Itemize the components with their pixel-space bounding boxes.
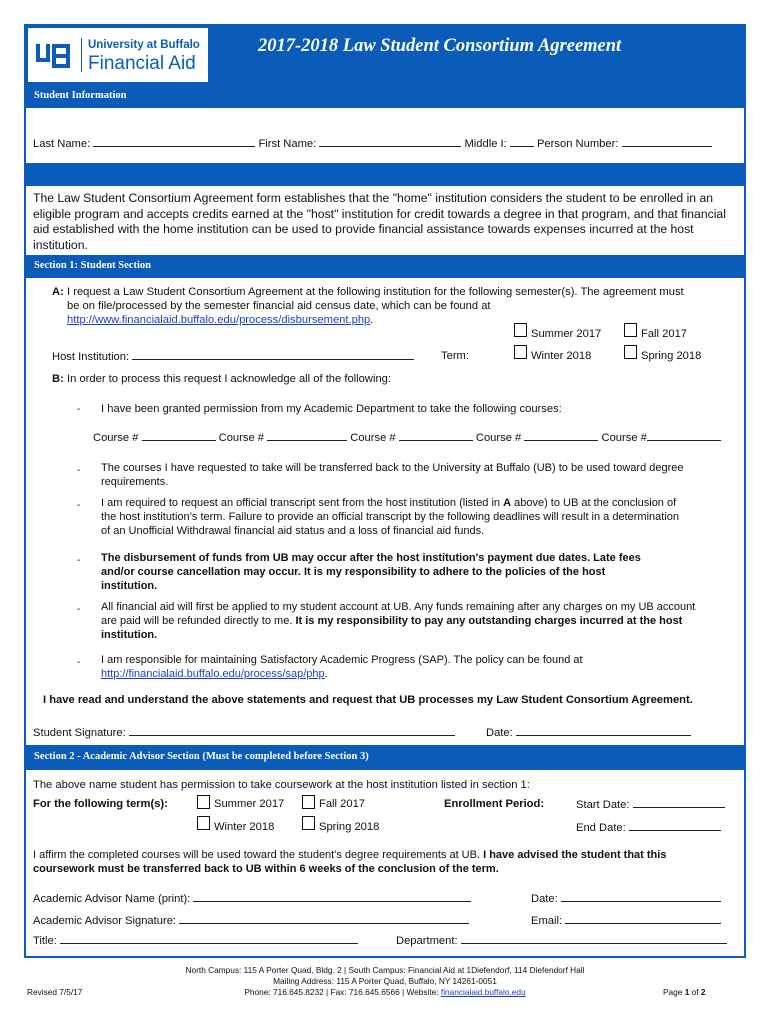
middle-initial-label: Middle I:	[464, 138, 507, 150]
bullet-dash: -	[77, 404, 81, 415]
end-date-label: End Date:	[576, 822, 626, 834]
host-institution-label: Host Institution:	[52, 351, 130, 363]
enrollment-period-label: Enrollment Period:	[444, 798, 545, 810]
start-date-field[interactable]	[633, 798, 725, 808]
course-label: Course #	[218, 432, 265, 444]
fall-2017-checkbox[interactable]	[624, 323, 637, 337]
item-disbursement	[101, 551, 641, 593]
bullet-dash: -	[77, 604, 81, 615]
advisor-title-row	[33, 934, 358, 947]
sap-policy-link[interactable]: http://financialaid.buffalo.edu/process/sap/php	[101, 668, 325, 680]
item-financial-aid-line: institution.	[101, 629, 158, 641]
student-info-row	[33, 137, 712, 150]
course-5-field[interactable]	[647, 431, 721, 441]
for-terms-label: For the following term(s):	[33, 798, 168, 810]
acknowledgement-statement: I have read and understand the above statements and request that UB processes my Law Student Consortium Agreement.	[43, 694, 693, 706]
bullet-dash: -	[77, 465, 81, 476]
logo-divider	[81, 38, 82, 72]
advisor-winter-2018-checkbox[interactable]	[197, 816, 210, 830]
section1-a-text-2: be on file/processed by the semester financial aid census date, which can be found at	[67, 300, 491, 312]
advisor-name-row	[33, 892, 471, 905]
section1-heading-bar	[26, 255, 744, 278]
item-financial-aid-line	[101, 614, 695, 628]
page-total: 2	[700, 987, 706, 997]
item-financial-aid-text: are paid will be refunded directly to me.	[101, 615, 296, 627]
advisor-name-label: Academic Advisor Name (print):	[33, 893, 191, 905]
advisor-email-row	[531, 914, 721, 927]
section1-b-label: B:	[52, 373, 64, 385]
advisor-date-row	[531, 892, 721, 905]
start-date-label: Start Date:	[576, 799, 630, 811]
course-4-field[interactable]	[524, 431, 598, 441]
advisor-spring-2018-label: Spring 2018	[319, 821, 380, 833]
footer-website-link[interactable]: financialaid.buffalo.edu	[440, 987, 526, 997]
item-disbursement-line: and/or course cancellation may occur. It is my responsibility to adhere to the policies of the host	[101, 566, 606, 578]
advisor-department-field[interactable]	[461, 934, 727, 944]
footer-phone-fax: Phone: 716.645.8232 | Fax: 716.645.6566 | Website:	[244, 987, 441, 997]
advisor-affirmation-text: I affirm the completed courses will be used toward the student's degree requirements at UB.	[33, 849, 484, 861]
advisor-fall-2017-checkbox[interactable]	[302, 795, 315, 809]
section1-heading: Section 1: Student Section	[34, 260, 151, 271]
item-transcript-line: of an Unofficial Withdrawal financial aid status and a loss of financial aid funds.	[101, 525, 485, 537]
intro-paragraph: The Law Student Consortium Agreement form establishes that the "home" institution considers the student to be enrolled in an eligible program and accepts credits earned at the "host" institution for credit towards a degree in that program, and that financial aid established with the home institution can be used to provide financial assistance towards expenses incurred at the host institution.	[33, 191, 726, 252]
item-disbursement-line: institution.	[101, 580, 158, 592]
course-label: Course #	[601, 432, 647, 444]
item-financial-aid-line: All financial aid will first be applied to my student account at UB. Any funds remaining after any charges on my UB account	[101, 601, 696, 613]
advisor-date-field[interactable]	[561, 892, 721, 902]
end-date-row	[576, 821, 721, 834]
advisor-fall-2017-label: Fall 2017	[319, 798, 366, 810]
disbursement-link-period: .	[370, 314, 374, 326]
winter-2018-label: Winter 2018	[531, 350, 592, 362]
advisor-title-label: Title:	[33, 935, 57, 947]
page-of: of	[689, 987, 701, 997]
bullet-dash: -	[77, 500, 81, 511]
spring-2018-checkbox[interactable]	[624, 345, 637, 359]
advisor-winter-2018-label: Winter 2018	[214, 821, 275, 833]
advisor-spring-2018-checkbox[interactable]	[302, 816, 315, 830]
spacer-bar	[26, 163, 744, 186]
item-transcript-bold: A	[503, 497, 512, 509]
section1-b-text: In order to process this request I acknowledge all of the following:	[67, 373, 391, 385]
item-sap	[101, 653, 583, 681]
item-courses-permission: I have been granted permission from my Academic Department to take the following courses:	[101, 403, 562, 415]
student-info-heading-bar	[26, 86, 744, 108]
advisor-permission-text: The above name student has permission to take coursework at the host institution listed in section 1:	[33, 779, 530, 791]
footer-campuses: North Campus: 115 A Porter Quad, Bldg. 2 | South Campus: Financial Aid at 1Diefendorf, 114 Diefendorf Hall	[185, 965, 585, 975]
advisor-summer-2017-checkbox[interactable]	[197, 795, 210, 809]
item-sap-line	[101, 667, 583, 681]
start-date-row	[576, 798, 725, 811]
advisor-department-row	[396, 934, 727, 947]
bullet-dash: -	[77, 555, 81, 566]
item-courses-transfer-line: requirements.	[101, 476, 169, 488]
advisor-signature-row	[33, 914, 469, 927]
item-courses-transfer-line: The courses I have requested to take will be transferred back to the University at Buffalo (UB) to be used toward degree	[101, 462, 684, 474]
end-date-field[interactable]	[629, 821, 721, 831]
sap-link-period: .	[324, 668, 328, 680]
ub-monogram-icon	[36, 42, 72, 70]
term-label: Term:	[441, 350, 469, 362]
summer-2017-checkbox[interactable]	[514, 323, 527, 337]
advisor-affirmation-line: coursework must be transferred back to UB within 6 weeks of the conclusion of the term.	[33, 863, 499, 875]
section2-heading-bar	[26, 745, 744, 770]
advisor-signature-field[interactable]	[179, 914, 469, 924]
summer-2017-label: Summer 2017	[531, 328, 602, 340]
page-title: 2017-2018 Law Student Consortium Agreement	[258, 36, 622, 56]
student-signature-field[interactable]	[129, 726, 455, 736]
item-sap-line: I am responsible for maintaining Satisfactory Academic Progress (SAP). The policy can be found at	[101, 654, 583, 666]
course-label: Course #	[93, 432, 139, 444]
page-label: Page	[663, 987, 685, 997]
section1-a-text-1: I request a Law Student Consortium Agreement at the following institution for the following semester(s). The agreement must	[67, 286, 684, 298]
item-financial-aid	[101, 600, 695, 642]
bullet-dash: -	[77, 657, 81, 668]
advisor-affirmation-line	[33, 848, 666, 862]
advisor-affirmation	[33, 848, 666, 876]
ub-logo	[28, 28, 208, 82]
person-number-field[interactable]	[622, 137, 712, 147]
student-signature-label: Student Signature:	[33, 727, 126, 739]
advisor-signature-label: Academic Advisor Signature:	[33, 915, 177, 927]
item-financial-aid-bold: It is my responsibility to pay any outstanding charges incurred at the host	[295, 615, 683, 627]
first-name-label: First Name:	[258, 138, 317, 150]
item-transcript-line	[101, 496, 679, 510]
first-name-field[interactable]	[319, 137, 461, 147]
section1-a-label: A:	[52, 286, 64, 298]
last-name-field[interactable]	[93, 137, 255, 147]
student-signature-row	[33, 726, 455, 739]
advisor-email-label: Email:	[531, 915, 563, 927]
footer-mailing-address: Mailing Address: 115 A Porter Quad, Buffalo, NY 14261-0051	[273, 976, 497, 986]
host-institution-row	[52, 350, 414, 363]
advisor-department-label: Department:	[396, 935, 458, 947]
course-3-field[interactable]	[399, 431, 473, 441]
person-number-label: Person Number:	[536, 138, 619, 150]
advisor-date-label: Date:	[531, 893, 558, 905]
host-institution-field[interactable]	[132, 350, 414, 360]
advisor-email-field[interactable]	[565, 914, 721, 924]
student-date-row	[486, 726, 691, 739]
advisor-affirmation-bold: I have advised the student that this	[483, 849, 667, 861]
logo-financial-aid-text: Financial Aid	[88, 53, 196, 74]
revised-date: Revised 7/5/17	[27, 987, 83, 997]
logo-university-text: University at Buffalo	[88, 39, 200, 51]
footer-contact	[0, 987, 770, 998]
spring-2018-label: Spring 2018	[641, 350, 702, 362]
item-transcript-text: above) to UB at the conclusion of	[511, 497, 677, 509]
student-date-label: Date:	[486, 727, 513, 739]
page-number	[663, 987, 705, 997]
footer-addresses	[0, 965, 770, 998]
student-date-field[interactable]	[516, 726, 691, 736]
section2-heading: Section 2 - Academic Advisor Section (Must be completed before Section 3)	[34, 751, 369, 762]
disbursement-link-row	[67, 314, 373, 326]
course-label: Course #	[350, 432, 396, 444]
last-name-label: Last Name:	[33, 138, 91, 150]
student-info-heading: Student Information	[34, 90, 127, 101]
advisor-title-field[interactable]	[60, 934, 358, 944]
page-current: 1	[684, 987, 690, 997]
course-label: Course #	[475, 432, 522, 444]
course-row	[93, 431, 721, 444]
winter-2018-checkbox[interactable]	[514, 345, 527, 359]
item-transcript	[101, 496, 679, 538]
fall-2017-label: Fall 2017	[641, 328, 688, 340]
item-courses-transfer	[101, 461, 684, 489]
item-transcript-line: the host institution’s term. Failure to provide an official transcript by the following deadlines will result in a determination	[101, 511, 679, 523]
advisor-name-field[interactable]	[193, 892, 471, 902]
course-1-field[interactable]	[142, 431, 216, 441]
course-2-field[interactable]	[267, 431, 347, 441]
middle-initial-field[interactable]	[510, 137, 534, 147]
advisor-summer-2017-label: Summer 2017	[214, 798, 285, 810]
item-transcript-text: I am required to request an official transcript sent from the host institution (listed in	[101, 497, 504, 509]
disbursement-link[interactable]: http://www.financialaid.buffalo.edu/process/disbursement.php	[67, 314, 371, 326]
item-disbursement-line: The disbursement of funds from UB may occur after the host institution's payment due dates. Late fees	[101, 552, 641, 564]
